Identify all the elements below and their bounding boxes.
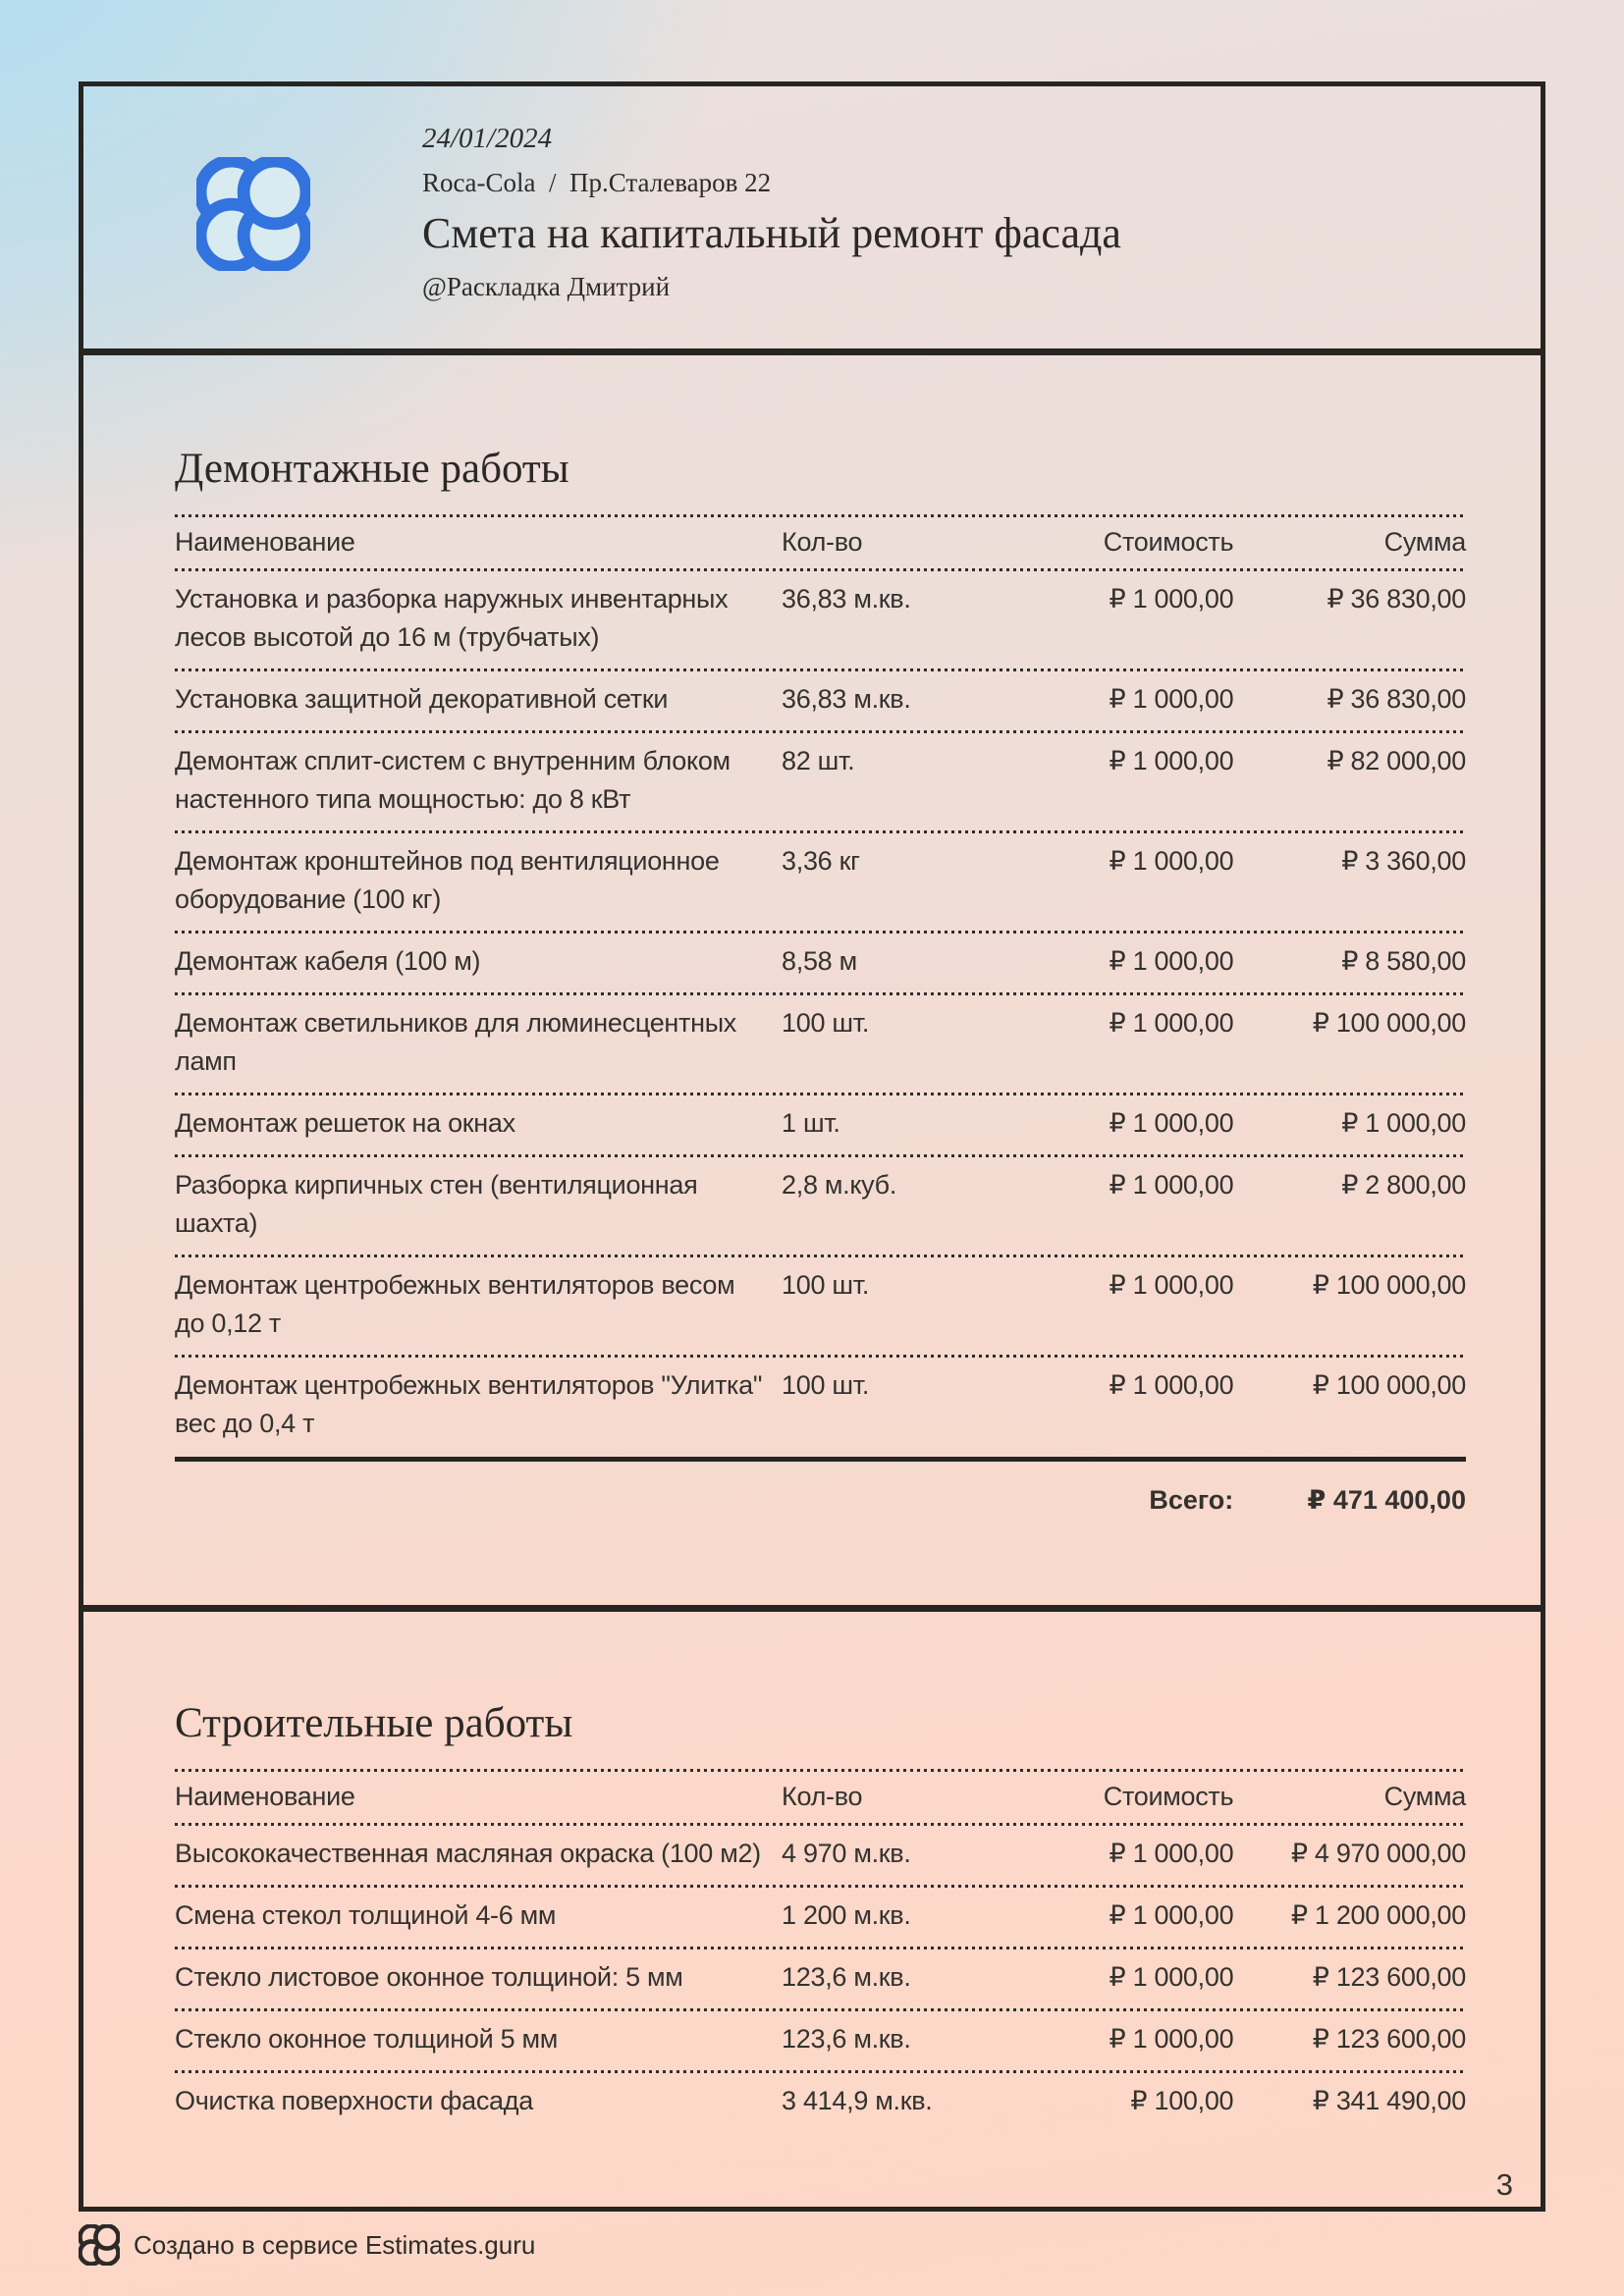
table-row (175, 571, 1466, 668)
row-qty: 100 шт. (782, 1370, 870, 1400)
section-title-demolition: Демонтажные работы (175, 446, 569, 492)
row-qty: 123,6 м.кв. (782, 1962, 911, 1992)
row-name: Установка и разборка наружных инвентарных лесов высотой до 16 м (трубчатых) (175, 584, 729, 652)
row-qty: 1 200 м.кв. (782, 1900, 911, 1930)
estimates-guru-logo-icon (196, 157, 310, 276)
company-address-line (422, 167, 1501, 198)
row-price: ₽ 1 000,00 (1109, 746, 1234, 775)
section-total-row (175, 1462, 1466, 1520)
table-row (175, 1888, 1466, 1947)
row-qty: 36,83 м.кв. (782, 684, 911, 714)
document-sheet (79, 81, 1545, 2212)
table-row (175, 995, 1466, 1093)
col-header-sum: Сумма (1383, 527, 1466, 557)
document-date: 24/01/2024 (422, 123, 553, 154)
col-header-qty: Кол-во (782, 1782, 863, 1811)
col-header-name: Наименование (175, 1782, 355, 1811)
row-sum: ₽ 36 830,00 (1326, 684, 1466, 714)
col-header-price: Стоимость (1103, 527, 1234, 557)
construction-section (83, 1696, 1541, 2132)
row-qty: 2,8 м.куб. (782, 1170, 897, 1200)
col-header-price: Стоимость (1103, 1782, 1234, 1811)
row-price: ₽ 1 000,00 (1109, 684, 1234, 714)
table-header-row (175, 517, 1466, 568)
row-price: ₽ 1 000,00 (1109, 1900, 1234, 1930)
header-box (79, 81, 1545, 353)
table-row (175, 1157, 1466, 1255)
row-sum: ₽ 100 000,00 (1312, 1270, 1466, 1300)
row-name: Стекло оконное толщиной 5 мм (175, 2024, 559, 2054)
row-price: ₽ 1 000,00 (1109, 1170, 1234, 1200)
table-header-row (175, 1772, 1466, 1823)
demolition-section-box (79, 350, 1545, 1610)
row-price: ₽ 1 000,00 (1109, 2024, 1234, 2054)
separator-slash: / (548, 168, 557, 197)
row-sum: ₽ 123 600,00 (1312, 2024, 1466, 2054)
table-row (175, 1358, 1466, 1455)
row-sum: ₽ 36 830,00 (1326, 584, 1466, 614)
company-name: Roca-Cola (422, 168, 536, 197)
row-name: Демонтаж светильников для люминесцентных ламп (175, 1008, 737, 1076)
row-qty: 82 шт. (782, 746, 855, 775)
row-name: Высококачественная масляная окраска (100 м2) (175, 1839, 761, 1868)
object-address: Пр.Сталеваров 22 (568, 168, 772, 197)
row-name: Демонтаж кронштейнов под вентиляционное оборудование (100 кг) (175, 846, 720, 914)
row-sum: ₽ 1 000,00 (1341, 1108, 1466, 1138)
section-title-construction: Строительные работы (175, 1700, 573, 1746)
row-name: Демонтаж кабеля (100 м) (175, 946, 481, 976)
table-row (175, 671, 1466, 730)
table-row (175, 1095, 1466, 1154)
total-value: ₽ 471 400,00 (1307, 1485, 1466, 1515)
row-name: Установка защитной декоративной сетки (175, 684, 669, 714)
row-price: ₽ 1 000,00 (1109, 1270, 1234, 1300)
table-row (175, 2073, 1466, 2132)
page-number: 3 (1495, 2167, 1513, 2202)
row-qty: 123,6 м.кв. (782, 2024, 911, 2054)
row-name: Стекло листовое оконное толщиной: 5 мм (175, 1962, 683, 1992)
row-name: Демонтаж сплит-систем с внутренним блоком настенного типа мощностью: до 8 кВт (175, 746, 731, 814)
row-qty: 4 970 м.кв. (782, 1839, 911, 1868)
row-qty: 3 414,9 м.кв. (782, 2086, 933, 2115)
row-qty: 36,83 м.кв. (782, 584, 911, 614)
total-label: Всего: (1149, 1485, 1234, 1515)
table-row (175, 1257, 1466, 1355)
row-sum: ₽ 3 360,00 (1341, 846, 1466, 876)
construction-section-box (79, 1607, 1545, 2212)
row-price: ₽ 1 000,00 (1109, 1962, 1234, 1992)
table-row (175, 733, 1466, 830)
row-sum: ₽ 8 580,00 (1341, 946, 1466, 976)
footer-credit-text: Создано в сервисе Estimates.guru (134, 2229, 536, 2260)
row-qty: 100 шт. (782, 1008, 870, 1038)
row-name: Смена стекол толщиной 4-6 мм (175, 1900, 557, 1930)
row-price: ₽ 1 000,00 (1109, 1008, 1234, 1038)
row-price: ₽ 1 000,00 (1109, 946, 1234, 976)
row-name: Разборка кирпичных стен (вентиляционная шахта) (175, 1170, 698, 1238)
row-sum: ₽ 82 000,00 (1326, 746, 1466, 775)
row-sum: ₽ 341 490,00 (1312, 2086, 1466, 2115)
row-name: Демонтаж центробежных вентиляторов "Улитка" вес до 0,4 т (175, 1370, 763, 1438)
row-name: Очистка поверхности фасада (175, 2086, 533, 2115)
footer (79, 2224, 535, 2266)
row-sum: ₽ 100 000,00 (1312, 1370, 1466, 1400)
row-price: ₽ 1 000,00 (1109, 1108, 1234, 1138)
row-qty: 100 шт. (782, 1270, 870, 1300)
row-qty: 8,58 м (782, 946, 857, 976)
table-row (175, 2011, 1466, 2070)
table-row (175, 1826, 1466, 1885)
row-price: ₽ 1 000,00 (1109, 1839, 1234, 1868)
col-header-name: Наименование (175, 527, 355, 557)
col-header-qty: Кол-во (782, 527, 863, 557)
table-row (175, 833, 1466, 931)
document-title: Смета на капитальный ремонт фасада (422, 209, 1121, 257)
estimates-guru-footer-logo-icon (79, 2224, 120, 2266)
row-qty: 1 шт. (782, 1108, 840, 1138)
row-qty: 3,36 кг (782, 846, 860, 876)
row-sum: ₽ 1 200 000,00 (1290, 1900, 1466, 1930)
table-row (175, 934, 1466, 992)
document-author: @Раскладка Дмитрий (422, 272, 671, 301)
col-header-sum: Сумма (1383, 1782, 1466, 1811)
row-price: ₽ 100,00 (1130, 2086, 1234, 2115)
row-sum: ₽ 4 970 000,00 (1290, 1839, 1466, 1868)
row-price: ₽ 1 000,00 (1109, 1370, 1234, 1400)
row-name: Демонтаж решеток на окнах (175, 1108, 515, 1138)
row-price: ₽ 1 000,00 (1109, 584, 1234, 614)
demolition-section (83, 442, 1541, 1520)
row-sum: ₽ 100 000,00 (1312, 1008, 1466, 1038)
row-sum: ₽ 2 800,00 (1341, 1170, 1466, 1200)
row-sum: ₽ 123 600,00 (1312, 1962, 1466, 1992)
table-row (175, 1949, 1466, 2008)
row-name: Демонтаж центробежных вентиляторов весом до 0,12 т (175, 1270, 735, 1338)
row-price: ₽ 1 000,00 (1109, 846, 1234, 876)
